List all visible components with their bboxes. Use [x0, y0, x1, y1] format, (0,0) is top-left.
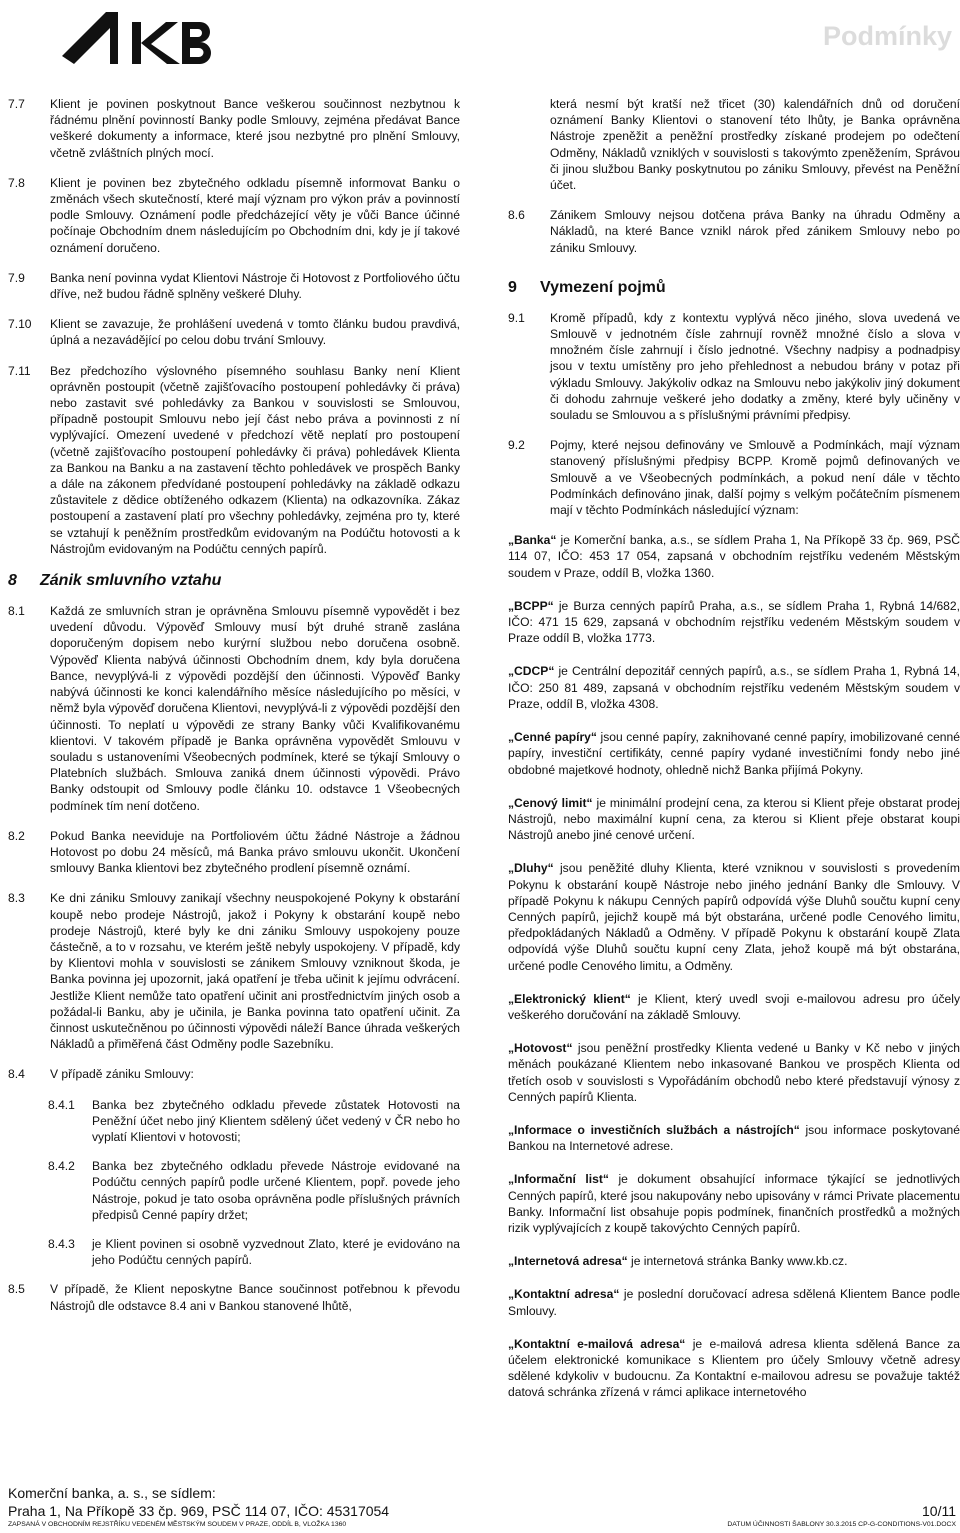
subclause-8-4-1 [8, 1097, 460, 1146]
clause-number: 8.2 [8, 828, 25, 843]
definition-term: „CDCP“ [508, 664, 555, 679]
footer-address: Praha 1, Na Příkopě 33 čp. 969, PSČ 114 07, IČO: 45317054 [8, 1503, 390, 1519]
definition-informacni-list [508, 1171, 960, 1236]
clause-8-5 [8, 1281, 460, 1313]
footer-company: Komerční banka, a. s., se sídlem: [8, 1485, 216, 1501]
definition-banka [508, 532, 960, 581]
clause-number: 8.4 [8, 1067, 25, 1082]
definition-text: je Centrální depozitář cenných papírů, a.s., se sídlem Praha 1, Rybná 14, IČO: 250 81 489, zapsaná v obchodním rejstříku vedeném Městským soudem v Praze, oddíl B, vložka 4308. [508, 664, 960, 711]
clause-text: která nesmí být kratší než třicet (30) kalendářních dnů od doručení oznámení Banky Klientovi o stanovení této lhůty, je Banka oprávněna Nástroje zpeněžit a peněžní prostředky získané prodejem po odečtení Odměny, Nákladů vzniklých v souvislosti s takovýmto zpeněžením, Správou či jinou službou Banky poskytnutou po zániku Smlouvy, převést na Peněžní účet. [550, 97, 960, 193]
definition-cdcp [508, 663, 960, 712]
section-number: 9 [508, 278, 517, 296]
clause-text: Ke dni zániku Smlouvy zanikají všechny neuspokojené Pokyny k obstarání koupě nebo prodeje Nástrojů, jakož i Pokyny k obstarání koupě nebo prodeje Nástrojů, které byly ke dni zániku Smlouvy uspokojeny pouze částečně, a to v rozsahu, ve kterém ještě nebyly uspokojeny. V případě, kdy by Klientovi mohla v souvislosti se zánikem Smlouvy vzniknout škoda, je Banka povinna jej upozornit, jaká opatření je třeba učinit k jejímu odvrácení. Jestliže Klient nemůže tato opatření učinit ani prostřednictvím jiných osob a požádal-li Banku, aby je učinila, je Banka povinna tato opatření učinit. Za činnost uskutečněnou po účinnosti výpovědi náleží Bance úhrada veškerých Nákladů a přiměřená část Odměny podle Sazebníku. [50, 891, 460, 1052]
subclause-number: 8.4.1 [48, 1097, 75, 1112]
subclause-text: Banka bez zbytečného odkladu převede zůstatek Hotovosti na Peněžní účet nebo jiný Klientem sdělený účet vedený v ČR nebo ho vyplatí Klientovi v hotovosti; [92, 1097, 460, 1144]
clause-text: Banka není povinna vydat Klientovi Nástroje či Hotovost z Portfoliového účtu dříve, než budou řádně splněny veškeré Dluhy. [50, 270, 460, 302]
clause-8-3 [8, 890, 460, 1052]
clause-8-6 [508, 207, 960, 256]
clause-7-7 [8, 96, 460, 161]
definition-term: „Internetová adresa“ [508, 1254, 628, 1269]
clause-text: V případě zániku Smlouvy: [50, 1067, 194, 1082]
definition-dluhy [508, 860, 960, 973]
definition-kontaktni-adresa [508, 1286, 960, 1318]
definition-text: je Burza cenných papírů Praha, a.s., se sídlem Praha 1, Rybná 14/682, IČO: 471 15 629, zapsaná v obchodním rejstříku vedeném Městským soudem v Praze oddíl B, vložka 1773. [508, 598, 960, 646]
definition-term: „Cenné papíry“ [508, 730, 597, 745]
definition-text: je Klient, který uvedl svoji e-mailovou adresu pro účely veškerého doručování na základě Smlouvy. [508, 991, 960, 1022]
footer-registry: ZAPSANÁ V OBCHODNÍM REJSTŘÍKU VEDENÉM MĚSTSKÝM SOUDEM V PRAZE, ODDÍL B, VLOŽKA 1360 [8, 1521, 347, 1528]
clause-number: 7.8 [8, 175, 25, 190]
clause-9-1 [508, 310, 960, 423]
subclause-text: Banka bez zbytečného odkladu převede Nástroje evidované na Podúčtu cenných papírů podle určené Klientem, popř. povede jeho Nástroje, pokud je tato osoba oprávněna podle příslušných právních předpisů Cenné papíry držet; [92, 1159, 460, 1222]
definition-internetova-adresa [508, 1253, 960, 1269]
clause-number: 8.3 [8, 891, 25, 906]
definition-term: „Cenový limit“ [508, 795, 593, 810]
definition-text: jsou informace poskytované Bankou na Internetové adrese. [508, 1122, 960, 1154]
definition-term: „Dluhy“ [508, 861, 554, 876]
clause-text: Pokud Banka neeviduje na Portfoliovém účtu žádné Nástroje a žádnou Hotovost po dobu 24 měsíců, má Banka právo smlouvu ukončit. Ukončení smlouvy Banka klientovi bez zbytečného prodlení písemně oznámí. [50, 828, 460, 876]
subclause-8-4-3 [8, 1236, 460, 1268]
clause-number: 8.6 [508, 208, 525, 223]
definition-term: „Kontaktní e-mailová adresa“ [508, 1336, 686, 1351]
definition-term: „Kontaktní adresa“ [508, 1287, 620, 1302]
definition-text: je minimální prodejní cena, za kterou si Klient přeje obstarat prodej Nástrojů, nebo maximální kupní cena, za kterou si Klient přeje obstarat koupi Nástrojů anebo jiné cenové určení. [508, 795, 960, 843]
clause-8-4 [8, 1066, 460, 1082]
kb-logo [62, 6, 214, 68]
definition-term: „Informační list“ [508, 1172, 609, 1187]
clause-8-2 [8, 828, 460, 877]
definition-elektronicky-klient [508, 991, 960, 1023]
section-title: Vymezení pojmů [540, 278, 666, 296]
definition-cenovy-limit [508, 795, 960, 844]
definition-text: jsou peněžité dluhy Klienta, které vzniknou v souvislosti s provedením Pokynu k obstarání koupě Nástroje nebo jiného jednání Banky dle Smlouvy. V případě Pokynu k nákupu Cenných papírů odpovídá výše Dluhů součtu kupní ceny Cenných papírů, jejichž koupě má být obstarána, určené podle Cenového limitu, předpokládaných Nákladů a Odměny. V případě Pokynu k obstarání koupě Zlata odpovídá výše Dluhů součtu kupní ceny Zlata, jehož koupě má být obstarána, určené podle Cenového limitu, a Odměny. [508, 861, 960, 973]
subclause-number: 8.4.2 [48, 1159, 75, 1174]
clause-8-5-continuation [508, 96, 960, 193]
definition-term: „Hotovost“ [508, 1041, 573, 1056]
footer-address-row [8, 1502, 956, 1520]
clause-number: 8.1 [8, 604, 25, 619]
clause-7-11 [8, 363, 460, 557]
subclause-text: je Klient povinen si osobně vyzvednout Zlato, které je evidováno na jeho Podúčtu cenných papírů. [92, 1236, 460, 1268]
clause-text: Bez předchozího výslovného písemného souhlasu Banky není Klient oprávněn postoupit (včetně zajišťovacího postoupení pohledávky či práva) nebo zastavit své pohledávky za Bankou v souvislosti se Smlouvou, případně postoupit Smlouvu nebo její část nebo práva a povinnosti z ní vyplývající. Omezení uvedené v předchozí větě neplatí pro postoupení (včetně zajišťovacího postoupení pohledávky či práva) pohledávek Klienta za Bankou na Banku a na zastavení těchto pohledávek ve prospěch Banky a dále na zákonem předvídané postoupení pohledávky na základě odkazu zůstavitele z dědice obtíženého odkazem (Klienta) na odkazovníka. Zákaz postoupení a zastavení platí pro všechny pohledávky, zejména pro ty, které se vztahují k peněžním prostředkům evidovaným na Podúčtu hotovosti a k Nástrojům evidovaným na Podúčtu cenných papírů. [50, 363, 460, 556]
clause-text: Kromě případů, kdy z kontextu vyplývá něco jiného, slova uvedená ve Smlouvě v jednotném čísle zahrnují rovněž množné číslo a slova v množném čísle zahrnují i číslo jednotné. Všechny nadpisy a podnadpisy jsou v textu umístěny pro jeho přehlednost a nebudou brány v potaz při výkladu Smlouvy. Jakýkoliv odkaz na Smlouvu nebo jakýkoliv jiný dokument či dohodu zahrnuje veškeré jeho dodatky a změny, které byly učiněny v souladu se Smlouvou a s příslušnými právními předpisy. [550, 310, 960, 423]
definition-hotovost [508, 1040, 960, 1105]
page-number: 10/11 [922, 1503, 956, 1519]
page-footer [8, 1484, 956, 1529]
clause-text: Klient je povinen bez zbytečného odkladu písemně informovat Banku o změnách všech skutečností, které mají význam pro výkon práv a povinností podle Smlouvy. Oznámení podle předcházející věty je vůči Bance účinné počínaje Obchodním dnem následujícím po Obchodním dni, kdy je jí takové oznámení doručeno. [50, 175, 460, 255]
clause-text: Každá ze smluvních stran je oprávněna Smlouvu písemně vypovědět i bez uvedení důvodu. Výpověď Smlouvy musí být druhé straně zaslána doporučeným dopisem nebo kurýrní službou nebo doručena osobně. Výpověď Klienta nabývá účinnosti Obchodním dnem, kdy byla doručena Bance, nevyplývá-li z výpovědi pozdější den účinnosti. Výpověď Banky nabývá účinnosti ke konci kalendářního měsíce následujícího po měsíci, v němž byla výpověď doručena Klientovi, nevyplývá-li z výpovědi pozdější den účinnosti. To neplatí u výpovědi ze strany Banky vůči Kvalifikovanému klientovi. V takovém případě je Banka oprávněna vypovědět Smlouvu v souladu s ustanoveními Všeobecných podmínek, které se týkají Smlouvy o Platebních službách. Smlouva zaniká dnem účinnosti výpovědi. Právo Banky odstoupit od Smlouvy podle článku 10. odstavce 1 Všeobecných podmínek tím není dotčeno. [50, 604, 460, 813]
definition-text: je e-mailová adresa klienta sdělená Bance za účelem elektronické komunikace s Klientem pro účely Smlouvy včetně adresy sdělené kdykoliv v budoucnu. Za Kontaktní e-mailovou adresu se považuje taktéž datová schránka zřízená v rámci aplikace internetového [508, 1336, 960, 1400]
section-number: 8 [8, 572, 17, 590]
clause-text: Zánikem Smlouvy nejsou dotčena práva Banky na úhradu Odměny a Nákladů, na které Bance vznikl nárok před zánikem Smlouvy nebo po zániku Smlouvy. [550, 208, 960, 255]
clause-text: V případě, že Klient neposkytne Bance součinnost potřebnou k převodu Nástrojů dle odstavce 8.4 ani v Bankou stanovené lhůtě, [50, 1282, 460, 1313]
definition-text: jsou cenné papíry, zaknihované cenné papíry, imobilizované cenné papíry, investiční certifikáty, cenné papíry vydané investičními fondy nebo jiné obdobné majetkové hodnoty, ohledně nichž Banka přijímá Pokyny. [508, 730, 960, 777]
clause-text: Klient se zavazuje, že prohlášení uvedená v tomto článku budou pravdivá, úplná a nezavádějící po celou dobu trvání Smlouvy. [50, 317, 460, 348]
clause-number: 7.9 [8, 270, 25, 285]
section-heading-8 [8, 571, 460, 591]
definition-bcpp [508, 598, 960, 647]
clause-7-9 [8, 270, 460, 302]
clause-8-1 [8, 603, 460, 814]
footer-legal-row [8, 1520, 956, 1529]
section-title: Zánik smluvního vztahu [40, 572, 222, 590]
header-title: Podmínky [822, 21, 952, 51]
footer-template-date: DATUM ÚČINNOSTI ŠABLONY 30.3.2015 CP-G-CONDITIONS-V01.DOCX [727, 1521, 956, 1528]
clause-number: 7.7 [8, 97, 25, 111]
clause-text: Klient je povinen poskytnout Bance veškerou součinnost nezbytnou k řádnému plnění povinností Banky podle Smlouvy, zejména předávat Bance veškeré dokumenty a informace, které jsou nezbytné pro plnění Smlouvy, včetně zvláštních plných mocí. [50, 97, 460, 160]
definition-term: „BCPP“ [508, 598, 554, 613]
left-column [8, 96, 460, 1328]
definition-term: „Elektronický klient“ [508, 991, 631, 1006]
clause-number: 9.2 [508, 438, 525, 453]
section-heading-9 [508, 278, 960, 298]
clause-9-2 [508, 437, 960, 518]
definition-term: „Informace o investičních službách a nástrojích“ [508, 1122, 800, 1137]
definition-kontaktni-email [508, 1336, 960, 1401]
clause-7-8 [8, 175, 460, 256]
definition-text: jsou peněžní prostředky Klienta vedené u Banky v Kč nebo v jiných měnách poukázané Klientem nebo inkasované Bankou ve prospěch Klienta od třetích osob v souvislosti s Vypořádáním obchodů nebo které představují výnosy z Cenných papírů Klienta. [508, 1041, 960, 1104]
clause-number: 7.10 [8, 317, 32, 332]
definition-text: je poslední doručovací adresa sdělená Klientem Bance podle Smlouvy. [508, 1287, 960, 1318]
clause-text: Pojmy, které nejsou definovány ve Smlouvě a Podmínkách, mají význam stanovený příslušnými předpisy BCPP. Kromě pojmů definovaných ve Smlouvě a ve Všeobecných podmínkách, a pokud není dále v těchto Podmínkách definováno jinak, další pojmy s velkým počátečním písmenem mají v těchto Podmínkách následující význam: [550, 438, 960, 518]
right-column [508, 96, 960, 1418]
clause-number: 8.5 [8, 1282, 25, 1297]
definition-term: „Banka“ [508, 533, 557, 548]
clause-number: 9.1 [508, 310, 525, 325]
clause-7-10 [8, 316, 460, 348]
clause-number: 7.11 [8, 363, 31, 378]
definition-informace [508, 1122, 960, 1154]
definition-text: je dokument obsahující informace týkající se jednotlivých Cenných papírů, které jsou nakupovány nebo upisovány v rámci Private placementu Banky. Informační list obsahuje popis podmínek, finančních prostředků a možných rizik vyplývajících z koupě takovýchto Cenných papírů. [508, 1172, 960, 1235]
definition-text: je internetová stránka Banky www.kb.cz. [627, 1254, 848, 1269]
definition-text: je Komerční banka, a.s., se sídlem Praha 1, Na Příkopě 33 čp. 969, PSČ 114 07, IČO: 453 17 054, zapsaná v obchodním rejstříku vedeném Městským soudem v Praze, oddíl B, vložka 1360. [508, 533, 960, 580]
subclause-8-4-2 [8, 1158, 460, 1223]
definition-cenne-papiry [508, 729, 960, 778]
subclause-number: 8.4.3 [48, 1236, 75, 1251]
